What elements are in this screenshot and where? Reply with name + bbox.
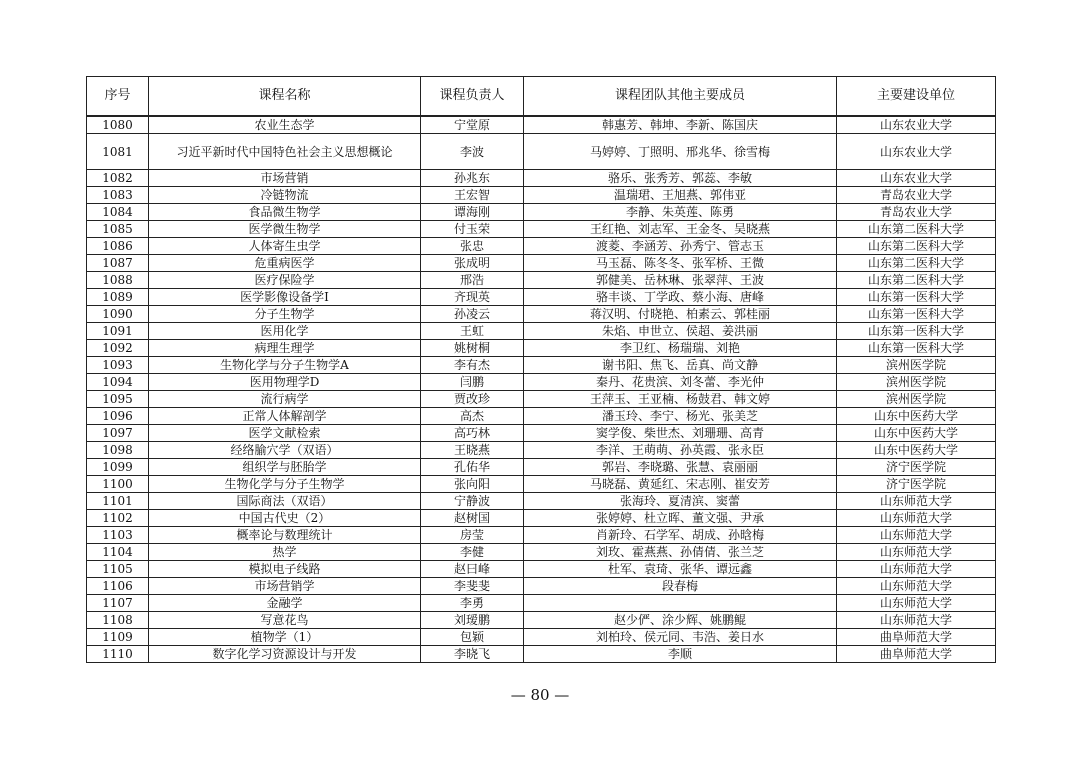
- row-index-cell: 1108: [87, 612, 149, 629]
- course-name-cell: 生物化学与分子生物学: [149, 476, 421, 493]
- row-index-cell: 1082: [87, 170, 149, 187]
- team-members-cell: 温瑞珺、王旭燕、郭伟亚: [524, 187, 837, 204]
- table-row: [87, 357, 996, 374]
- team-members-cell: 刘柏玲、侯元同、韦浩、姜日水: [524, 629, 837, 646]
- table-row: [87, 510, 996, 527]
- team-members-cell: 王萍玉、王亚楠、杨鼓君、韩文婷: [524, 391, 837, 408]
- table-row: [87, 272, 996, 289]
- course-name-cell: 经络腧穴学（双语）: [149, 442, 421, 459]
- table-row: [87, 646, 996, 663]
- table-header: [87, 77, 996, 117]
- row-index-cell: 1086: [87, 238, 149, 255]
- institution-cell: 山东中医药大学: [837, 425, 996, 442]
- row-index-cell: 1102: [87, 510, 149, 527]
- course-leader-cell: 张向阳: [421, 476, 524, 493]
- team-members-cell: 蒋汉明、付晓艳、柏素云、郭桂丽: [524, 306, 837, 323]
- table-row: [87, 134, 996, 170]
- course-name-cell: 医用物理学D: [149, 374, 421, 391]
- course-leader-cell: 邢浩: [421, 272, 524, 289]
- row-index-cell: 1084: [87, 204, 149, 221]
- course-leader-cell: 高巧林: [421, 425, 524, 442]
- team-members-cell: 赵少俨、涂少辉、姚鹏鲲: [524, 612, 837, 629]
- course-leader-cell: 李勇: [421, 595, 524, 612]
- team-members-cell: 谢书阳、焦飞、岳真、尚文静: [524, 357, 837, 374]
- course-leader-cell: 王虹: [421, 323, 524, 340]
- table-row: [87, 595, 996, 612]
- table-row: [87, 493, 996, 510]
- table-row: [87, 340, 996, 357]
- institution-cell: 山东中医药大学: [837, 442, 996, 459]
- course-leader-cell: 付玉荣: [421, 221, 524, 238]
- table-row: [87, 408, 996, 425]
- team-members-cell: 李静、朱英莲、陈勇: [524, 204, 837, 221]
- row-index-cell: 1095: [87, 391, 149, 408]
- course-leader-cell: 闫鹏: [421, 374, 524, 391]
- course-leader-cell: 房莹: [421, 527, 524, 544]
- team-members-cell: 肖新玲、石学军、胡成、孙晗梅: [524, 527, 837, 544]
- header-row: [87, 77, 996, 117]
- course-name-cell: 农业生态学: [149, 116, 421, 134]
- row-index-cell: 1081: [87, 134, 149, 170]
- table-row: [87, 289, 996, 306]
- institution-cell: 山东第二医科大学: [837, 238, 996, 255]
- course-leader-cell: 王晓燕: [421, 442, 524, 459]
- row-index-cell: 1085: [87, 221, 149, 238]
- table-row: [87, 459, 996, 476]
- course-leader-cell: 李波: [421, 134, 524, 170]
- institution-cell: 山东师范大学: [837, 544, 996, 561]
- table-row: [87, 116, 996, 134]
- team-members-cell: 刘玫、霍燕燕、孙倩倩、张兰芝: [524, 544, 837, 561]
- table-row: [87, 442, 996, 459]
- course-name-cell: 组织学与胚胎学: [149, 459, 421, 476]
- course-leader-cell: 孔佑华: [421, 459, 524, 476]
- course-name-cell: 医学微生物学: [149, 221, 421, 238]
- institution-cell: 山东师范大学: [837, 612, 996, 629]
- institution-cell: 青岛农业大学: [837, 187, 996, 204]
- course-leader-cell: 李斐斐: [421, 578, 524, 595]
- course-name-cell: 概率论与数理统计: [149, 527, 421, 544]
- header-index: 序号: [87, 77, 149, 117]
- row-index-cell: 1101: [87, 493, 149, 510]
- course-name-cell: 写意花鸟: [149, 612, 421, 629]
- row-index-cell: 1088: [87, 272, 149, 289]
- course-name-cell: 中国古代史（2）: [149, 510, 421, 527]
- row-index-cell: 1087: [87, 255, 149, 272]
- course-leader-cell: 张成明: [421, 255, 524, 272]
- institution-cell: 山东师范大学: [837, 493, 996, 510]
- course-name-cell: 医学影像设备学I: [149, 289, 421, 306]
- course-leader-cell: 赵树国: [421, 510, 524, 527]
- course-name-cell: 病理生理学: [149, 340, 421, 357]
- institution-cell: 青岛农业大学: [837, 204, 996, 221]
- course-leader-cell: 姚树桐: [421, 340, 524, 357]
- course-leader-cell: 高杰: [421, 408, 524, 425]
- team-members-cell: 郭岩、李晓璐、张慧、袁丽丽: [524, 459, 837, 476]
- course-name-cell: 市场营销: [149, 170, 421, 187]
- table-row: [87, 561, 996, 578]
- row-index-cell: 1107: [87, 595, 149, 612]
- team-members-cell: 韩惠芳、韩坤、李新、陈国庆: [524, 116, 837, 134]
- institution-cell: 山东中医药大学: [837, 408, 996, 425]
- course-leader-cell: 贾改珍: [421, 391, 524, 408]
- team-members-cell: 张海玲、夏清滨、窦蕾: [524, 493, 837, 510]
- institution-cell: 山东农业大学: [837, 134, 996, 170]
- institution-cell: 山东师范大学: [837, 578, 996, 595]
- table-row: [87, 374, 996, 391]
- course-name-cell: 正常人体解剖学: [149, 408, 421, 425]
- row-index-cell: 1092: [87, 340, 149, 357]
- course-leader-cell: 孙凌云: [421, 306, 524, 323]
- course-leader-cell: 包颖: [421, 629, 524, 646]
- row-index-cell: 1093: [87, 357, 149, 374]
- team-members-cell: 李卫红、杨瑞瑞、刘艳: [524, 340, 837, 357]
- course-name-cell: 金融学: [149, 595, 421, 612]
- row-index-cell: 1109: [87, 629, 149, 646]
- row-index-cell: 1100: [87, 476, 149, 493]
- row-index-cell: 1097: [87, 425, 149, 442]
- row-index-cell: 1105: [87, 561, 149, 578]
- course-name-cell: 热学: [149, 544, 421, 561]
- institution-cell: 山东师范大学: [837, 595, 996, 612]
- institution-cell: 山东第一医科大学: [837, 306, 996, 323]
- course-name-cell: 植物学（1）: [149, 629, 421, 646]
- institution-cell: 滨州医学院: [837, 357, 996, 374]
- course-name-cell: 人体寄生虫学: [149, 238, 421, 255]
- course-leader-cell: 李晓飞: [421, 646, 524, 663]
- institution-cell: 济宁医学院: [837, 476, 996, 493]
- institution-cell: 山东第二医科大学: [837, 272, 996, 289]
- course-name-cell: 冷链物流: [149, 187, 421, 204]
- institution-cell: 山东第二医科大学: [837, 221, 996, 238]
- page-number: — 80 —: [510, 686, 570, 704]
- institution-cell: 滨州医学院: [837, 391, 996, 408]
- course-name-cell: 模拟电子线路: [149, 561, 421, 578]
- table-row: [87, 204, 996, 221]
- team-members-cell: 马婷婷、丁照明、邢兆华、徐雪梅: [524, 134, 837, 170]
- table-row: [87, 323, 996, 340]
- row-index-cell: 1096: [87, 408, 149, 425]
- team-members-cell: 潘玉玲、李宁、杨光、张美芝: [524, 408, 837, 425]
- header-team-members: 课程团队其他主要成员: [524, 77, 837, 117]
- table-row: [87, 527, 996, 544]
- team-members-cell: 王红艳、刘志军、王金冬、吴晓燕: [524, 221, 837, 238]
- course-name-cell: 生物化学与分子生物学A: [149, 357, 421, 374]
- team-members-cell: 窦学俊、柴世杰、刘珊珊、高青: [524, 425, 837, 442]
- row-index-cell: 1090: [87, 306, 149, 323]
- row-index-cell: 1098: [87, 442, 149, 459]
- course-name-cell: 分子生物学: [149, 306, 421, 323]
- header-course-name: 课程名称: [149, 77, 421, 117]
- course-name-cell: 食品微生物学: [149, 204, 421, 221]
- team-members-cell: 李顺: [524, 646, 837, 663]
- course-leader-cell: 孙兆东: [421, 170, 524, 187]
- table-row: [87, 391, 996, 408]
- institution-cell: 济宁医学院: [837, 459, 996, 476]
- course-leader-cell: 宁静波: [421, 493, 524, 510]
- team-members-cell: 张婷婷、杜立晖、董文强、尹承: [524, 510, 837, 527]
- team-members-cell: 杜军、袁琦、张华、谭远鑫: [524, 561, 837, 578]
- team-members-cell: 马晓磊、黄延红、宋志刚、崔安芳: [524, 476, 837, 493]
- row-index-cell: 1094: [87, 374, 149, 391]
- table-row: [87, 476, 996, 493]
- institution-cell: 山东师范大学: [837, 561, 996, 578]
- course-name-cell: 市场营销学: [149, 578, 421, 595]
- team-members-cell: 朱焰、申世立、侯超、姜洪丽: [524, 323, 837, 340]
- table-row: [87, 255, 996, 272]
- team-members-cell: 渡菱、李涵芳、孙秀宁、管志玉: [524, 238, 837, 255]
- course-name-cell: 医用化学: [149, 323, 421, 340]
- team-members-cell: 骆乐、张秀芳、郭蕊、李敏: [524, 170, 837, 187]
- table-row: [87, 629, 996, 646]
- institution-cell: 曲阜师范大学: [837, 629, 996, 646]
- header-course-leader: 课程负责人: [421, 77, 524, 117]
- table-row: [87, 187, 996, 204]
- course-leader-cell: 李健: [421, 544, 524, 561]
- institution-cell: 滨州医学院: [837, 374, 996, 391]
- team-members-cell: 秦丹、花贵滨、刘冬蕾、李光仲: [524, 374, 837, 391]
- course-leader-cell: 齐现英: [421, 289, 524, 306]
- table-row: [87, 170, 996, 187]
- row-index-cell: 1091: [87, 323, 149, 340]
- institution-cell: 山东第一医科大学: [837, 289, 996, 306]
- team-members-cell: 马玉磊、陈冬冬、张军桥、王微: [524, 255, 837, 272]
- row-index-cell: 1099: [87, 459, 149, 476]
- course-leader-cell: 谭海刚: [421, 204, 524, 221]
- course-leader-cell: 李有杰: [421, 357, 524, 374]
- institution-cell: 山东师范大学: [837, 510, 996, 527]
- course-leader-cell: 王宏智: [421, 187, 524, 204]
- course-leader-cell: 赵曰峰: [421, 561, 524, 578]
- table-row: [87, 306, 996, 323]
- team-members-cell: [524, 595, 837, 612]
- course-leader-cell: 张忠: [421, 238, 524, 255]
- course-leader-cell: 刘瑷鹏: [421, 612, 524, 629]
- table-row: [87, 425, 996, 442]
- institution-cell: 山东师范大学: [837, 527, 996, 544]
- row-index-cell: 1110: [87, 646, 149, 663]
- course-name-cell: 医疗保险学: [149, 272, 421, 289]
- table-row: [87, 221, 996, 238]
- table-row: [87, 544, 996, 561]
- course-leader-cell: 宁堂原: [421, 116, 524, 134]
- course-name-cell: 流行病学: [149, 391, 421, 408]
- team-members-cell: 郭健美、岳林琳、张翠萍、王波: [524, 272, 837, 289]
- table-row: [87, 578, 996, 595]
- header-institution: 主要建设单位: [837, 77, 996, 117]
- institution-cell: 山东第二医科大学: [837, 255, 996, 272]
- row-index-cell: 1089: [87, 289, 149, 306]
- institution-cell: 山东农业大学: [837, 170, 996, 187]
- table-row: [87, 612, 996, 629]
- table-body: [87, 116, 996, 663]
- course-name-cell: 数字化学习资源设计与开发: [149, 646, 421, 663]
- row-index-cell: 1103: [87, 527, 149, 544]
- table-row: [87, 238, 996, 255]
- row-index-cell: 1106: [87, 578, 149, 595]
- row-index-cell: 1104: [87, 544, 149, 561]
- row-index-cell: 1080: [87, 116, 149, 134]
- team-members-cell: 段春梅: [524, 578, 837, 595]
- institution-cell: 山东第一医科大学: [837, 323, 996, 340]
- course-name-cell: 危重病医学: [149, 255, 421, 272]
- course-name-cell: 医学文献检索: [149, 425, 421, 442]
- course-name-cell: 国际商法（双语）: [149, 493, 421, 510]
- course-name-cell: 习近平新时代中国特色社会主义思想概论: [149, 134, 421, 170]
- institution-cell: 山东第一医科大学: [837, 340, 996, 357]
- team-members-cell: 李洋、王萌萌、孙英霞、张永臣: [524, 442, 837, 459]
- course-list-table: [86, 76, 996, 663]
- institution-cell: 山东农业大学: [837, 116, 996, 134]
- institution-cell: 曲阜师范大学: [837, 646, 996, 663]
- team-members-cell: 骆丰谈、丁学政、蔡小海、唐峰: [524, 289, 837, 306]
- row-index-cell: 1083: [87, 187, 149, 204]
